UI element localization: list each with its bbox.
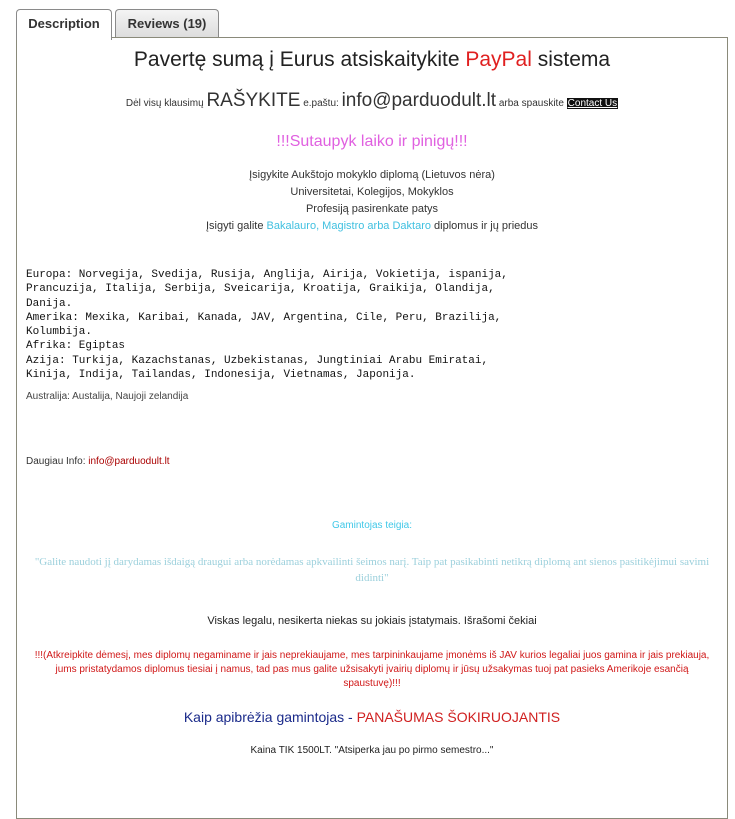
contact-us-button[interactable]: Contact Us (567, 98, 618, 109)
countries-list: Europa: Norvegija, Svedija, Rusija, Anglija, Airija, Vokietija, ispanija, Prancuzija, Italija, Serbija, Sveicarija, Kroatija, Graikija, Olandija, Danija. Amerika: Mexika, Karibai, Kanada, JAV, Argentina, Cile, Peru, Brazilija, Kolumbija. Afrika: Egiptas Azija: Turkija, Kazachstanas, Uzbekistanas, Jungtiniai Arabu Emiratai, Kinija, Indija, Tailandas, Indonesija, Vietnamas, Japonija. (26, 269, 508, 382)
info-label: Daugiau Info: (26, 456, 89, 467)
title-part1: Pavertę sumą į Eurus atsiskaitykite (133, 48, 466, 71)
price-line: Kaina TIK 1500LT. "Atsiperka jau po pirmo semestro..." (250, 745, 494, 756)
paypal-word: PayPal (465, 48, 532, 71)
tab-description[interactable]: Description (16, 9, 112, 40)
info-email-link[interactable]: info@parduodult.lt (88, 456, 170, 467)
degrees-link[interactable]: Bakalauro, Magistro arba Daktaro (266, 220, 431, 232)
page-title (17, 48, 727, 72)
contact-pre: Dėl visų klausimų (125, 98, 207, 109)
degrees-post: diplomus ir jų priedus (431, 220, 538, 232)
similarity-part1: Kaip apibrėžia gamintojas - (183, 709, 357, 725)
australia-line: Australija: Austalija, Naujoji zelandija (26, 391, 189, 402)
description-panel (16, 37, 728, 819)
contact-line (17, 90, 727, 112)
email-label: e.paštu: (300, 98, 342, 109)
manufacturer-quote: "Galite naudoti jį darydamas išdaigą draugui arba norėdamas apkvailinti šeimos narį. Taip pat pasikabinti netikrą diplomą ant sienos pasitikėjimui savimi didinti" (34, 556, 710, 584)
similarity-line (17, 709, 727, 725)
line-diploma: Įsigykite Aukštojo mokyklo diplomą (Lietuvos nėra) (249, 169, 495, 181)
line-institutions: Universitetai, Kolegijos, Mokyklos (290, 186, 454, 198)
or-click-text: arba spauskite (496, 98, 567, 109)
tab-reviews[interactable]: Reviews (19) (115, 9, 219, 38)
more-info-line (26, 456, 170, 467)
line-profession: Profesiją pasirenkate patys (305, 203, 439, 215)
line-degrees (17, 220, 727, 232)
promo-text: !!!Sutaupyk laiko ir pinigų!!! (276, 133, 468, 150)
title-part2: sistema (531, 48, 611, 71)
rasykite-text: RAŠYKITE (206, 90, 301, 111)
legal-note: Viskas legalu, nesikerta niekas su jokiais įstatymais. Išrašomi čekiai (207, 615, 537, 627)
contact-email: info@parduodult.lt (341, 90, 497, 111)
manufacturer-label: Gamintojas teigia: (331, 520, 413, 531)
similarity-part2: PANAŠUMAS ŠOKIRUOJANTIS (356, 709, 561, 725)
warning-note: !!!(Atkreipkite dėmesį, mes diplomų negaminame ir jais neprekiaujame, mes tarpininkaujame įmonėms iš JAV kurios legaliai juos gamina ir jais prekiauja, jums pristatydamos diplomus tiesiai į namus, tad pas mus galite užsisakyti įvairių diplomų ir jūsų užsakymas tuoj pat pasieks Amerikoje esančią spaustuvę)!!! (34, 650, 710, 689)
degrees-pre: Įsigyti galite (206, 220, 267, 232)
